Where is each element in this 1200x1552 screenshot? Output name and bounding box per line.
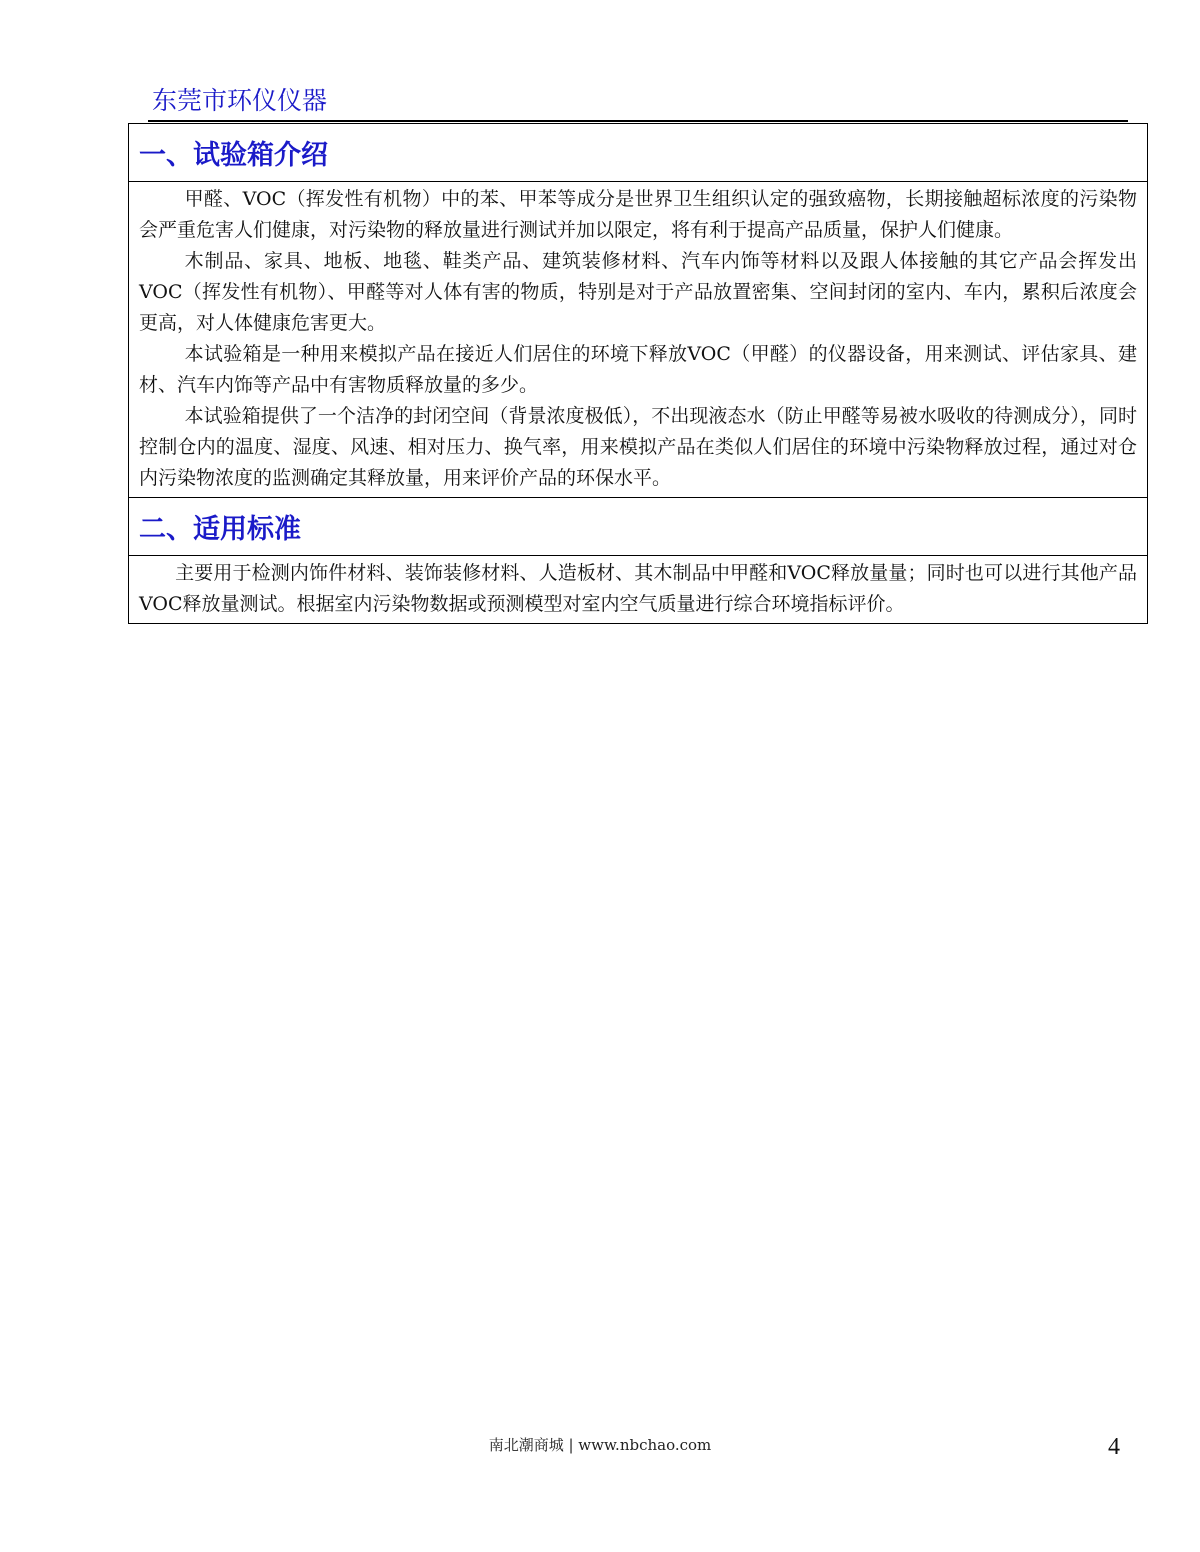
section-body-standards [129, 556, 1147, 623]
paragraph: 主要用于检测内饰件材料、装饰装修材料、人造板材、其木制品中甲醛和VOC释放量量；同时也可以进行其他产品VOC释放量测试。根据室内污染物数据或预测模型对室内空气质量进行综合环境指标评价。 [139, 562, 1137, 615]
paragraph: 本试验箱是一种用来模拟产品在接近人们居住的环境下释放VOC（甲醛）的仪器设备，用来测试、评估家具、建材、汽车内饰等产品中有害物质释放量的多少。 [139, 343, 1137, 396]
paragraph: 甲醛、VOC（挥发性有机物）中的苯、甲苯等成分是世界卫生组织认定的强致癌物，长期接触超标浓度的污染物会严重危害人们健康，对污染物的释放量进行测试并加以限定，将有利于提高产品质量，保护人们健康。 [139, 188, 1137, 241]
paragraph: 本试验箱提供了一个洁净的封闭空间（背景浓度极低），不出现液态水（防止甲醛等易被水吸收的待测成分），同时控制仓内的温度、湿度、风速、相对压力、换气率，用来模拟产品在类似人们居住的环境中污染物释放过程，通过对仓内污染物浓度的监测确定其释放量，用来评价产品的环保水平。 [139, 405, 1137, 489]
footer-site: 南北潮商城 | www.nbchao.com [488, 1436, 712, 1454]
header-rule [148, 120, 1128, 122]
paragraph: 木制品、家具、地板、地毯、鞋类产品、建筑装修材料、汽车内饰等材料以及跟人体接触的其它产品会挥发出 VOC（挥发性有机物）、甲醛等对人体有害的物质，特别是对于产品放置密集、空间封闭的室内、车内，累积后浓度会更高，对人体健康危害更大。 [139, 250, 1137, 334]
section-body-intro [129, 182, 1147, 498]
content-table [128, 123, 1148, 624]
section-heading-intro: 一、试验箱介绍 [129, 124, 1147, 182]
company-title: 东莞市环仪仪器 [152, 86, 328, 115]
section-heading-standards: 二、适用标准 [129, 498, 1147, 556]
page-number: 4 [1108, 1434, 1120, 1460]
